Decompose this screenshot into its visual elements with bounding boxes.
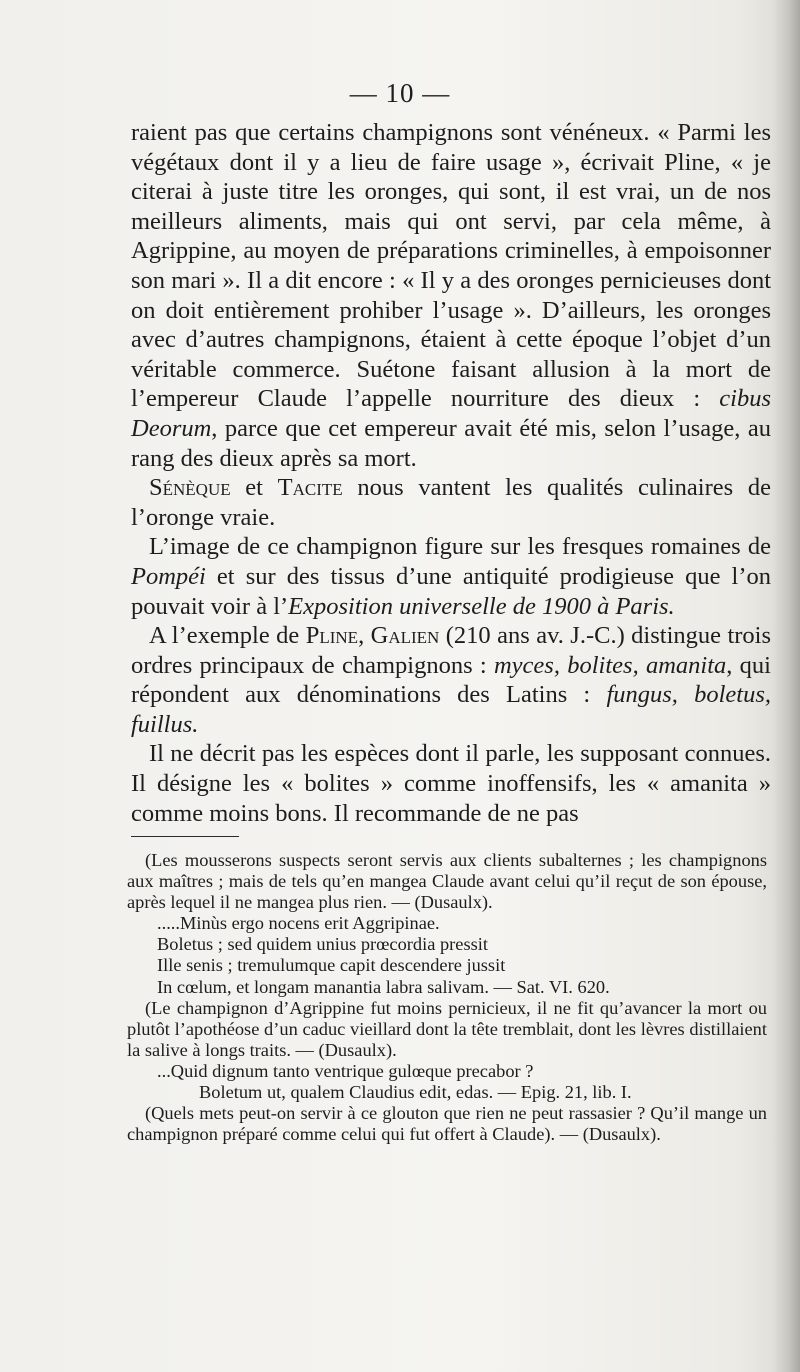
text-run: raient pas que certains champignons sont vénéneux. « Parmi les végétaux dont il y a lieu de faire usage », écrivait Pline, « je citerai à juste titre les oronges, qui sont, il est vrai, un de nos meilleurs aliments, mais qui ont servi, par cela même, à Agrippine, au moyen de préparations criminelles, à empoisonner son mari ». Il a dit encore : « Il y a des oronges pernicieuses dont on doit entièrement prohiber l’usage ». D’ailleurs, les oronges avec d’autres champignons, étaient à cette époque l’objet d’un véritable commerce. Suétone faisant allusion à la mort de l’empereur Claude l’appelle nourriture des dieux : [131,119,771,413]
italic-phrase: cibus Deorum [131,385,771,442]
text-run: , parce que cet empereur avait été mis, selon l’usage, au rang des dieux après sa mort. [131,414,771,472]
paragraph-3 [131,532,771,621]
italic-phrase: fungus, boletus, fuillus. [131,681,771,738]
footnote-translation: (Quels mets peut-on servir à ce glouton que rien ne peut rassasier ? Qu’il mange un champignon préparé comme celui qui fut offert à Claude). — (Dusaulx). [127,1103,767,1145]
footnote-verse: In cœlum, et longam manantia labra salivam. — Sat. VI. 620. [157,976,610,997]
paragraph-2 [131,473,771,532]
paragraph-5: Il ne décrit pas les espèces dont il parle, les supposant connues. Il désigne les « bolites » comme inoffensifs, les « amanita » comme moins bons. Il recommande de ne pas [131,740,771,827]
footnote-divider [131,836,239,837]
author-name: Galien [370,622,440,650]
italic-phrase: myces, bolites, amanita [493,651,727,679]
italic-phrase: Pompéi [131,562,206,590]
footnote-verse: Boletus ; sed quidem unius prœcordia pressit [157,934,488,955]
paragraph-1 [131,118,771,473]
text-run: , [358,622,371,650]
author-name: Sénèque [149,474,231,502]
page-number: — 10 — [349,78,451,108]
footnotes [127,850,767,1145]
text-run: L’image de ce champignon figure sur les fresques romaines de [149,533,771,561]
footnote-verse: Boletum ut, qualem Claudius edit, edas. — Epig. 21, lib. I. [199,1082,632,1103]
text-run: et sur des tissus d’une antiquité prodigieuse que l’on pouvait voir à l’ [131,562,771,620]
footnote-translation: (Les mousserons suspects seront servis aux clients subalternes ; les champignons aux maîtres ; mais de tels qu’en mangea Claude avant celui qu’il reçut de son épouse, après lequel il ne mangea plus rien. — (Dusaulx). [127,850,767,913]
text-run: et [230,474,278,502]
author-name: Pline [305,622,359,650]
main-text [131,118,771,828]
italic-phrase: Exposition universelle de 1900 à Paris. [288,592,675,620]
text-run: nous vantent les qualités culinaires de l’oronge vraie. [131,474,771,531]
text-run: , qui répondent aux dénominations des Latins : [131,651,771,709]
paragraph-4 [131,621,771,739]
text-run: A l’exemple de [149,622,306,650]
author-name: Tacite [277,474,343,502]
footnote-verse: Ille senis ; tremulumque capit descendere jussit [157,955,506,976]
page-edge-shadow [772,0,800,1372]
footnote-verse: ...Quid dignum tanto ventrique gulœque precabor ? [157,1060,534,1081]
text-run: (210 ans av. J.-C.) distingue trois ordres principaux de champignons : [131,622,771,679]
footnote-translation: (Le champignon d’Agrippine fut moins pernicieux, il ne fit qu’avancer la mort ou plutôt l’apothéose d’un caduc vieillard dont la tête tremblait, dont les lèvres distillaient la salive à longs traits. — (Dusaulx). [127,997,767,1060]
footnote-verse: .....Minùs ergo nocens erit Aggripinae. [157,913,440,934]
